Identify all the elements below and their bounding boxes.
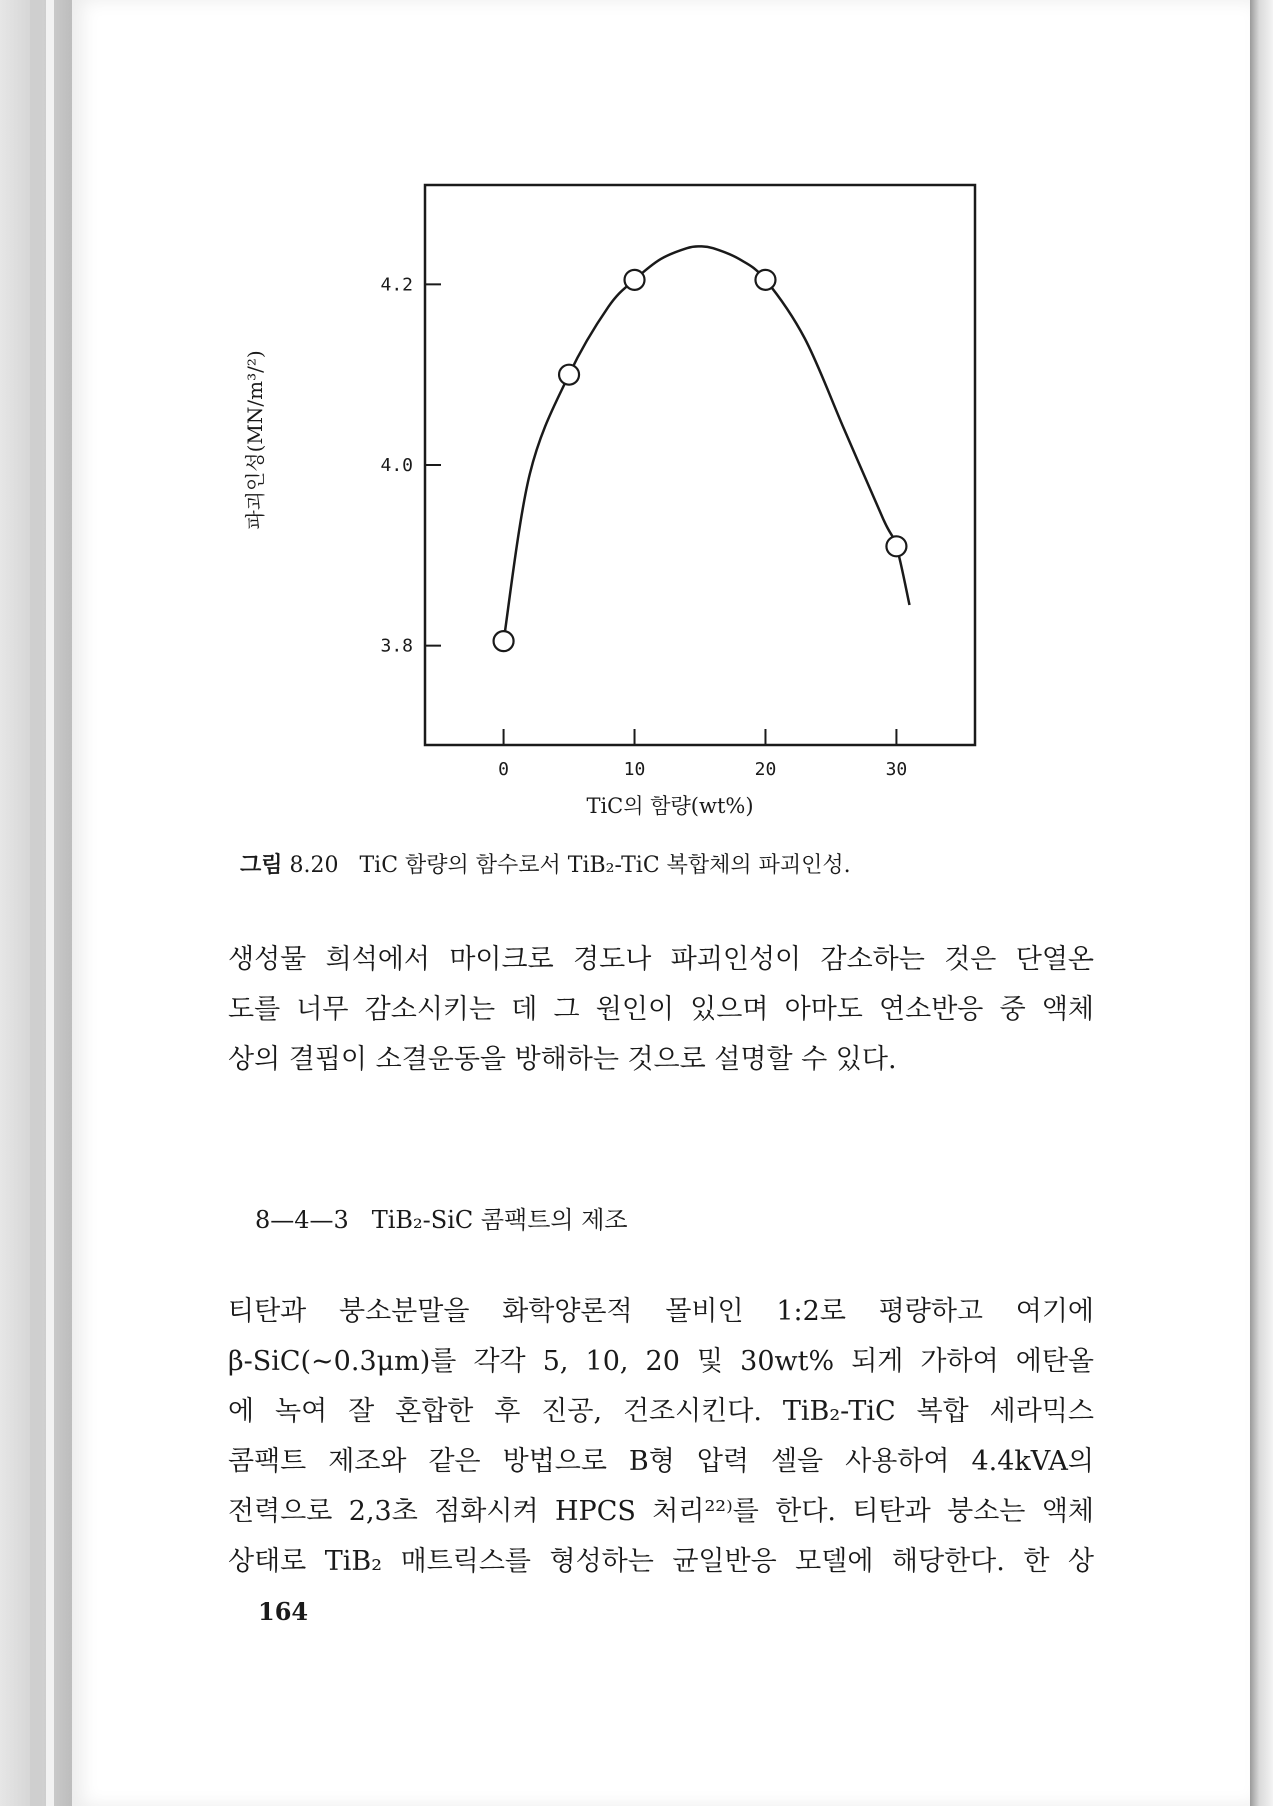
caption-text: TiC 함량의 함수로서 TiB₂-TiC 복합체의 파괴인성.: [359, 853, 851, 878]
x-tick-label: 10: [623, 759, 646, 780]
book-edge-strip: [30, 0, 42, 1806]
fit-curve: [504, 246, 910, 641]
plot-frame: [425, 185, 975, 745]
paragraph-line: 티탄과 붕소분말을 화학양론적 몰비인 1:2로 평량하고 여기에: [228, 1296, 1094, 1327]
figure-caption: [240, 848, 1140, 879]
page-number: 164: [258, 1597, 309, 1626]
x-tick-label: 30: [885, 759, 908, 780]
fracture-toughness-chart: [240, 170, 1040, 820]
paragraph-2: [228, 1287, 1094, 1587]
x-tick-label: 20: [754, 759, 777, 780]
paragraph-line: 상태로 TiB₂ 매트릭스를 형성하는 균일반응 모델에 해당한다. 한 상: [228, 1546, 1094, 1577]
section-number: 8—4—3: [255, 1206, 349, 1234]
paragraph-1: [228, 935, 1094, 1085]
paragraph-line: 생성물 희석에서 마이크로 경도나 파괴인성이 감소하는 것은 단열온: [228, 944, 1094, 975]
figure: [240, 170, 1040, 820]
data-point: [559, 365, 579, 385]
y-axis-label: 파괴인성(MN/m³/²): [243, 350, 267, 530]
book-edge-strip: [46, 0, 54, 1806]
paragraph-line: 도를 너무 감소시키는 데 그 원인이 있으며 아마도 연소반응 중 액체: [228, 994, 1094, 1025]
book-left-edge: [0, 0, 72, 1806]
book-right-edge: [1250, 0, 1273, 1806]
section-title: TiB₂-SiC 콤팩트의 제조: [371, 1206, 628, 1234]
paragraph-line: 전력으로 2,3초 점화시켜 HPCS 처리²²⁾를 한다. 티탄과 붕소는 액체: [228, 1496, 1094, 1527]
caption-label: 그림: [240, 853, 283, 878]
paragraph-line: 콤팩트 제조와 같은 방법으로 B형 압력 셀을 사용하여 4.4kVA의: [228, 1446, 1094, 1477]
data-point: [755, 270, 775, 290]
paragraph-line: 상의 결핍이 소결운동을 방해하는 것으로 설명할 수 있다.: [228, 1044, 897, 1075]
y-tick-label: 4.2: [380, 274, 413, 296]
y-tick-label: 4.0: [380, 455, 413, 476]
data-point: [494, 631, 514, 651]
paragraph-line: 에 녹여 잘 혼합한 후 진공, 건조시킨다. TiB₂-TiC 복합 세라믹스: [228, 1396, 1094, 1427]
data-point: [625, 270, 645, 290]
paragraph-line: β-SiC(~0.3μm)를 각각 5, 10, 20 및 30wt% 되게 가하여 에탄올: [228, 1346, 1094, 1377]
x-axis-label: TiC의 함량(wt%): [586, 794, 754, 818]
x-tick-label: 0: [498, 759, 509, 780]
section-heading: [255, 1200, 628, 1235]
data-point: [886, 536, 906, 556]
caption-number: 8.20: [289, 853, 339, 878]
y-tick-label: 3.8: [380, 635, 413, 657]
